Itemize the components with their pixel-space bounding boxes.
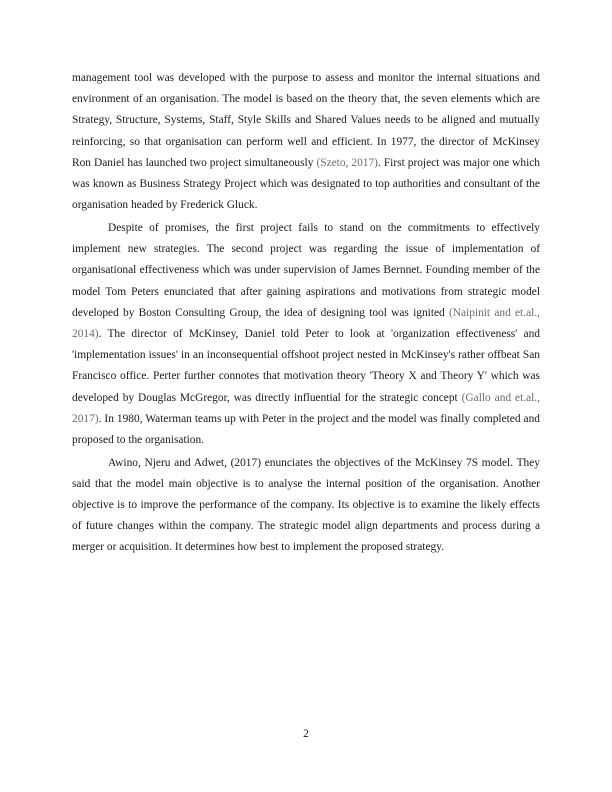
body-text: [72, 68, 540, 559]
paragraph-2: Despite of promises, the first project fails to stand on the commitments to effectively implement new strategies. The second project was regarding the issue of implementation of organisational effectiveness which was under supervision of James Bernnet. Founding member of the model Tom Peters enunciated that after gaining aspirations and motivations from strategic model developed by Boston Consulting Group, the idea of designing tool was ignited (Naipinit and et.al., 2014). The director of McKinsey, Daniel told Peter to look at 'organization effectiveness' and 'implementation issues' in an inconsequential offshoot project nested in McKinsey's rather offbeat San Francisco office. Perter further connotes that motivation theory 'Theory X and Theory Y' which was developed by Douglas McGregor, was directly influential for the strategic concept (Gallo and et.al., 2017). In 1980, Waterman teams up with Peter in the project and the model was finally completed and proposed to the organisation.: [72, 221, 540, 446]
paragraph-1: management tool was developed with the purpose to assess and monitor the internal situations and environment of an organisation. The model is based on the theory that, the seven elements which are Strategy, Structure, Systems, Staff, Style Skills and Shared Values needs to be aligned and mutually reinforcing, so that organisation can perform well and efficient. In 1977, the director of McKinsey Ron Daniel has launched two project simultaneously (Szeto, 2017). First project was major one which was known as Business Strategy Project which was designated to top authorities and consultant of the organisation headed by Frederick Gluck.: [72, 72, 541, 212]
page-number: 2: [303, 728, 309, 740]
citation-gallo: (Gallo and et.al., 2017): [72, 391, 540, 425]
citation-naipinit: (Naipinit and et.al., 2014): [72, 306, 540, 340]
paragraph-3: Awino, Njeru and Adwet, (2017) enunciates the objectives of the McKinsey 7S model. They said that the model main objective is to analyse the internal position of the organisation. Another objective is to improve the performance of the company. Its objective is to examine the likely effects of future changes within the company. The strategic model align departments and process during a merger or acquisition. It determines how best to implement the proposed strategy.: [72, 456, 540, 554]
citation-szeto: (Szeto, 2017): [316, 156, 378, 169]
